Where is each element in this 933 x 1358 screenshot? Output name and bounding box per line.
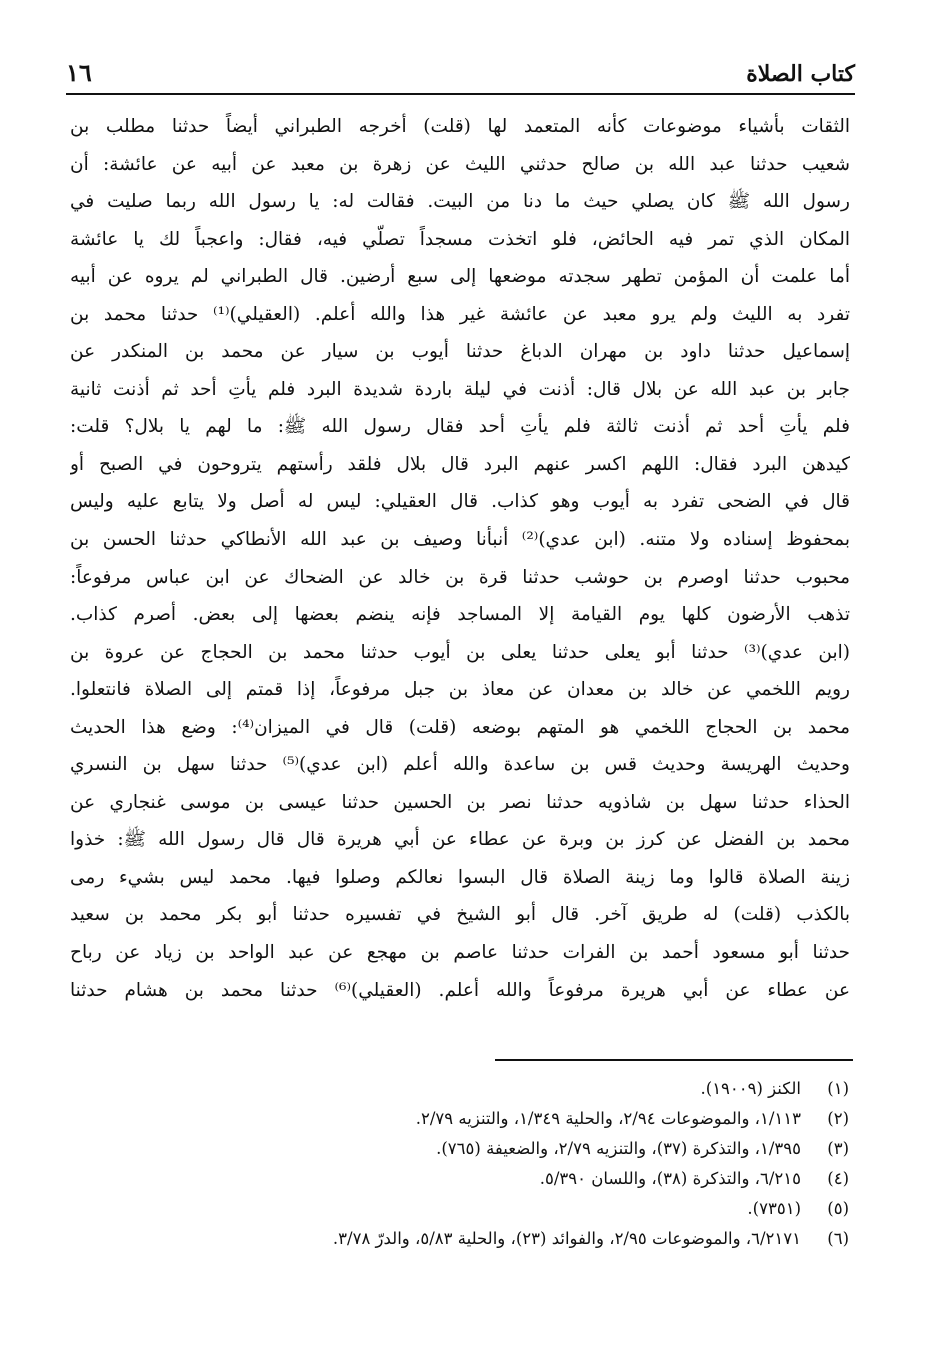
running-title: كتاب الصلاة xyxy=(746,61,855,87)
text-line: زينة الصلاة قالوا وما زينة الصلاة قال البسوا نعالكم وصلوا فيها. محمد ليس بشيء رمى xyxy=(70,866,850,888)
footnote-text: ١/١١٣، والموضوعات ٢/٩٤، والحلية ١/٣٤٩، والتنزيه ٢/٧٩. xyxy=(415,1109,801,1128)
text-line: الثقات بأشياء موضوعات كأنه المتعمد لها (قلت) أخرجه الطبراني أيضاً حدثنا مطلب بن xyxy=(70,116,850,137)
text-line: (ابن عدي)⁽³⁾ حدثنا أبو يعلى حدثنا يعلى بن أيوب حدثنا محمد بن الحجاج عن عروة بن xyxy=(70,641,850,663)
page-number: ١٦ xyxy=(66,58,92,87)
text-line: بمحفوظ إسناده ولا متنه. (ابن عدي)⁽²⁾ أنبأنا وصيف بن عبد الله الأنطاكي حدثنا الحسن بن xyxy=(70,529,850,551)
header-divider xyxy=(66,93,855,95)
footnote-item xyxy=(79,1104,849,1134)
text-line: تذهب الأرضون كلها يوم القيامة إلا المساجد فإنه ينضم بعضها إلى بعض. أصرم كذاب. xyxy=(70,604,850,626)
footnote-item xyxy=(79,1224,849,1254)
text-line: فلم يأتِ أحد ثم أذنت ثالثة فلم يأتِ أحد فقال رسول الله ﷺ: ما لهم يا بلال؟ قلت: xyxy=(70,416,850,438)
text-line: قال في الضحى تفرد به أيوب وهو كذاب. قال العقيلي: ليس له أصل ولا يتابع عليه وليس xyxy=(70,491,850,513)
footnote-divider xyxy=(495,1059,853,1061)
footnote-number: (٥) xyxy=(827,1199,849,1218)
text-line: حدثنا أبو مسعود أحمد بن الفرات حدثنا عاصم بن مهجع عن عبد الواحد بن زياد عن رباح xyxy=(70,942,850,964)
text-line: بالكذب (قلت) له طريق آخر. قال أبو الشيخ في تفسيره حدثنا أبو بكر محمد بن سعيد xyxy=(70,904,850,926)
text-line: محبوب حدثنا اوصرم بن حوشب حدثنا قرة بن خالد عن الضحاك عن ابن عباس مرفوعاً: xyxy=(70,566,850,588)
text-line: رسول الله ﷺ كان يصلي حيث ما دنا من البيت. فقالت له: يا رسول الله ربما صليت في xyxy=(70,191,850,213)
page-header xyxy=(66,55,855,91)
text-line: المكان الذي تمر فيه الحائض، فلو اتخذت مسجداً تصلّي فيه، فقال: واعجباً لك يا عائشة xyxy=(70,228,850,250)
text-line: محمد بن الحجاج اللخمي هو المتهم بوضعه (قلت) قال في الميزان⁽⁴⁾: وضع هذا الحديث xyxy=(70,716,850,738)
footnote-text: ٦/٢١٥، والتذكرة (٣٨)، واللسان ٥/٣٩٠. xyxy=(539,1169,801,1188)
footnote-item xyxy=(79,1164,849,1194)
text-line: كيدهن البرد فقال: اللهم اكسر عنهم البرد قال بلال فلقد رأستهم يتروحون في الصبح أو xyxy=(70,453,850,475)
text-line: عن عطاء عن أبي هريرة مرفوعاً والله أعلم. (العقيلي)⁽⁶⁾ حدثنا محمد بن هشام حدثنا xyxy=(70,979,850,1001)
footnote-text: الكنز (١٩٠٠٩). xyxy=(700,1079,801,1098)
footnote-text: ٦/٢١٧١، والموضوعات ٢/٩٥، والفوائد (٢٣)، والحلية ٥/٨٣، والدرّ ٣/٧٨. xyxy=(332,1229,801,1248)
text-line: تفرد به الليث ولم يرو معبد عن عائشة غير هذا والله أعلم. (العقيلي)⁽¹⁾ حدثنا محمد بن xyxy=(70,303,850,325)
text-line: محمد بن الفضل عن كرز بن وبرة عن عطاء عن أبي هريرة قال قال رسول الله ﷺ: خذوا xyxy=(70,829,850,851)
footnote-item xyxy=(79,1074,849,1104)
footnote-number: (٦) xyxy=(827,1229,849,1248)
footnote-item xyxy=(79,1194,849,1224)
text-line: رويم اللخمي عن خالد بن معدان عن معاذ بن جبل مرفوعاً، إذا قمتم إلى الصلاة فانتعلوا. xyxy=(70,679,850,701)
text-line: أما علمت أن المؤمن تطهر سجدته موضعها إلى سبع أرضين. قال الطبراني لم يروه عن أبيه xyxy=(70,266,850,288)
footnote-number: (٢) xyxy=(827,1109,849,1128)
footnotes xyxy=(79,1074,849,1254)
footnote-item xyxy=(79,1134,849,1164)
text-line: الحذاء حدثنا سهل بن شاذويه حدثنا نصر بن الحسين حدثنا عيسى بن موسى غنجاري عن xyxy=(70,791,850,813)
footnote-number: (٣) xyxy=(827,1139,849,1158)
footnote-text: ١/٣٩٥، والتذكرة (٣٧)، والتنزيه ٢/٧٩، والضعيفة (٧٦٥). xyxy=(436,1139,801,1158)
text-line: شعيب حدثنا عبد الله بن صالح حدثني الليث عن زهرة بن معبد عن أبيه عن عائشة: أن xyxy=(70,153,850,175)
footnote-text: (٧٣٥١). xyxy=(747,1199,801,1218)
footnote-number: (٤) xyxy=(827,1169,849,1188)
text-line: إسماعيل حدثنا داود بن مهران الدباغ حدثنا أيوب بن سيار عن محمد بن المنكدر عن xyxy=(70,341,850,363)
main-text xyxy=(70,108,850,1009)
text-line: جابر بن عبد الله عن بلال قال: أذنت في ليلة باردة شديدة البرد فلم يأتِ أحد ثم أذنت ثانية xyxy=(70,378,850,400)
text-line: وحديث الهريسة وحديث قس بن ساعدة والله أعلم (ابن عدي)⁽⁵⁾ حدثنا سهل بن النسري xyxy=(70,754,850,776)
footnote-number: (١) xyxy=(827,1079,849,1098)
